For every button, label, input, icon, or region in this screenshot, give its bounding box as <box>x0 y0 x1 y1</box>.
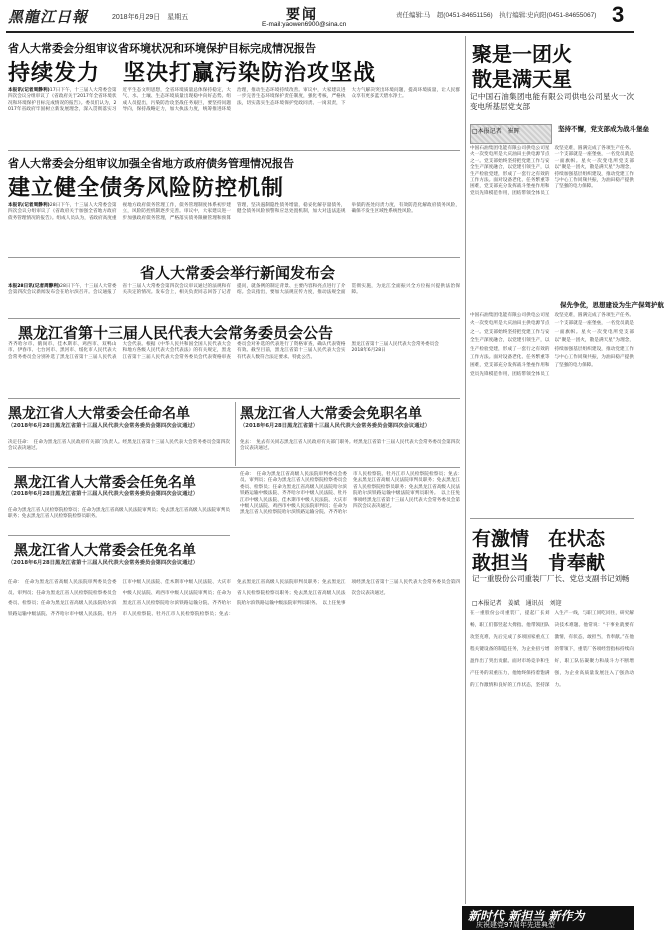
divider <box>8 150 460 151</box>
side1-body-b: 中国石油集团电能有限公司供电公司星火一次变电所是大庆油田主供电源节点之一。党支部始终坚持把党建工作与安全生产深度融合，以党建引领生产，以生产检验党建，形成了一套行之有效的工作方法。面对设备老化、任务繁重等困难，党支部充分发挥战斗堡垒作用和党员先锋模范作用，团结带领全体员工攻坚克难，圆满完成了各项生产任务。一个支部就是一座堡垒，一名党员就是一面旗帜。星火一次变电所党支部以“聚是一团火，散是满天星”为理念，持续加强基层组织建设，推动党建工作与中心工作同频共振，为油田稳产提供了坚强的电力保障。 <box>470 313 634 377</box>
list3-body-continued: 任命： 任命为黑龙江省高级人民法院审判委员会委员、审判员；任命为黑龙江省人民检察院检察委员会委员、检察员；任命为黑龙江省高级人民法院哈尔滨铁路运输中级法院、齐齐哈尔市中级人民法院、牡丹江市中级人民法院、佳木斯市中级人民法院、大庆市中级人民法院、鸡西市中级人民法院审判员；任命为黑龙江省人民检察院哈尔滨铁路运输分院、齐齐哈尔市人民检察院、牡丹江市人民检察院检察员；免去： 免去黑龙江省高级人民法院审判员职务；免去黑龙江省人民检察院检察员职务；免去黑龙江省高级人民法院哈尔滨铁路运输中级法院审判员职务。 以上任免事项经黑龙江省第十三届人民代表大会常务委员会第四次会议表决通过。 <box>240 472 465 516</box>
list2-body: 免去： 免去有关同志黑龙江省人民政府有关部门职务。经黑龙江省第十三届人民代表大会常务委员会第四次会议表决通过。 <box>240 440 460 452</box>
side1-kicker: □本报记者 崔晖 <box>472 128 520 135</box>
side2-kicker: □本报记者 姜斌 通讯员 刘迎 <box>472 600 562 607</box>
side2-body: 在一重股份公司重装厂，提起厂长刘畅，职工们都竖起大拇指。他带领团队攻坚克难，先后完成了多项国家重点工程关键设备的制造任务，为企业扭亏增盈作出了突出贡献。面对市场竞争和生产任务的双重压力，他始终保持着饱满的工作激情和良好的工作状态，坚持深入生产一线，与职工同吃同住，研究解决技术难题。他常说：“干事业就要有激情，有状态，敢担当，肯奉献。”在他的带领下，重装厂各项经营指标持续向好，职工队伍凝聚力和战斗力不断增强，为企业高质量发展注入了强劲动力。 <box>470 611 634 688</box>
divider <box>235 402 236 466</box>
side1-title-line1: 聚是一团火 <box>472 42 572 66</box>
article1-lead: 本报讯(记者周静利) <box>8 88 50 93</box>
list3-subtitle: （2018年6月28日黑龙江省第十三届人民代表大会常务委员会第四次会议通过） <box>8 491 199 497</box>
announcement-body <box>8 342 460 394</box>
divider <box>470 518 634 519</box>
article3-lead: 本报28日讯(记者周静利) <box>8 284 61 289</box>
banner-line2: 庆祝建党97周年先进典型 <box>476 921 555 929</box>
list4-title: 黑龙江省人大常委会任免名单 <box>14 543 196 559</box>
page-header <box>0 0 640 30</box>
announcement-date: 2018年6月28日 <box>351 348 386 354</box>
announcement-text: 齐齐哈尔市、鹤岗市、佳木斯市、鸡西市、双鸭山市、伊春市、七台河市、黑河市、绥化市人民代表大会常务委员会分别补选了黑龙江省第十三届人民代表大会代表。根据《中华人民共和国全国人民代表大会和地方各级人民代表大会代表法》的有关规定，黑龙江省第十三届人民代表大会常务委员会代表资格审查委员会对补选的代表进行了资格审查，确认代表资格有效。截至目前，黑龙江省第十三届人民代表大会实有代表人数符合法定要求。特此公告。 <box>8 342 346 360</box>
list1-subtitle: （2018年6月28日黑龙江省第十三届人民代表大会常务委员会第四次会议通过） <box>8 423 199 429</box>
article3-body <box>8 284 460 316</box>
list4-body: 任命： 任命为黑龙江省高级人民法院审判委员会委员、审判员；任命为黑龙江省人民检察院检察委员会委员、检察员；任命为黑龙江省高级人民法院哈尔滨铁路运输中级法院、齐齐哈尔市中级人民法院、牡丹江市中级人民法院、佳木斯市中级人民法院、大庆市中级人民法院、鸡西市中级人民法院审判员；任命为黑龙江省人民检察院哈尔滨铁路运输分院、齐齐哈尔市人民检察院、牡丹江市人民检察院检察员；免去： 免去黑龙江省高级人民法院审判员职务；免去黑龙江省人民检察院检察员职务；免去黑龙江省高级人民法院哈尔滨铁路运输中级法院审判员职务。 以上任免事项经黑龙江省第十三届人民代表大会常务委员会第四次会议表决通过。 <box>8 580 460 617</box>
side2-subtitle: 记一重股份公司重装厂厂长、党总支副书记刘畅 <box>472 574 630 583</box>
divider <box>8 398 460 399</box>
divider <box>8 467 460 468</box>
article3-text: 28日下午，十三届人大常委会第四次会议新闻发布会在哈尔滨召开。会议通报了省十三届人大常委会第四次会议审议通过的法规和有关决定的情况。发布会上，相关负责同志回答了记者提问，就条例的制定背景、主要内容和亮点进行了介绍。会议指出，要加大法规宣传力度，推动法规全面贯彻实施，为龙江全面振兴全方位振兴提供法治保障。 <box>8 284 460 296</box>
divider <box>8 257 460 258</box>
list4-subtitle: （2018年6月28日黑龙江省第十三届人民代表大会常务委员会第四次会议通过） <box>8 560 199 566</box>
article1-body <box>8 88 460 146</box>
list3-body: 任命为黑龙江省人民检察院检察员；任命为黑龙江省高级人民法院审判员；免去黑龙江省高级人民法院审判员职务；免去黑龙江省人民检察院检察员职务。 <box>8 508 230 520</box>
side2-title-line2: 敢担当 肯奉献 <box>472 552 606 574</box>
banner-line1: 新时代 新担当 新作为 <box>468 909 585 923</box>
special-banner <box>462 906 634 930</box>
article2-subtitle: 省人大常委会分组审议加强全省地方政府债务管理情况报告 <box>8 157 294 170</box>
list1-title: 黑龙江省人大常委会任命名单 <box>8 406 190 422</box>
header-rule <box>6 31 634 33</box>
side1-heading2: 保先争优，思想建设为生产保驾护航 <box>560 301 664 309</box>
announcement-signature: 黑龙江省第十三届人民代表大会常务委员会 <box>351 342 439 347</box>
side1-subtitle: 记中国石油集团电能有限公司供电公司星火一次变电所基层党支部 <box>470 92 634 111</box>
article3-title: 省人大常委会举行新闻发布会 <box>140 264 336 282</box>
editor-info: 责任编辑:马 超(0451-84651156) 执行编辑:史向阳(0451-84655067) <box>396 12 597 19</box>
article2-lead: 本报讯(记者周静利) <box>8 203 50 208</box>
list3-title: 黑龙江省人大常委会任免名单 <box>14 475 196 491</box>
side1-title-line2: 散是满天星 <box>472 67 572 91</box>
list2-subtitle: （2018年6月28日黑龙江省第十三届人民代表大会常务委员会第四次会议通过） <box>240 423 431 429</box>
divider <box>8 535 230 536</box>
article2-body <box>8 203 460 255</box>
section-email: E-mail:yaowen6900@sina.cn <box>262 21 347 28</box>
newspaper-logo: 黑龍江日報 <box>8 8 89 26</box>
article2-title: 建立健全债务风险防控机制 <box>8 176 285 201</box>
page-number: 3 <box>612 2 625 27</box>
article1-text: 17日下午，十三届人大常委会第四次会议分组审议了《省政府关于2017年全省环境状况和环境保护目标完成情况的报告》。委员们认为，2017年省政府牢固树立新发展理念，深入贯彻落实习近平生态文明思想，全省环境质量总体保持稳定，大气、水、土壤、生态环境质量出现稳中向好态势。组成人员提出，污染防治攻坚战任务艰巨，要坚持问题导向，保持战略定力，加大执法力度，统筹推进环境治理，推动生态环境持续改善。审议中，大家建议进一步完善生态环境保护责任制度，强化考核，严格执法，切实落实生态环境保护党政同责、一岗双责，下大力气解决突出环境问题，提高环境质量，让人民群众享有更多蓝天碧水净土。 <box>8 88 460 113</box>
list1-body: 决定任命： 任命为黑龙江省人民政府有关部门负责人。经黑龙江省第十三届人民代表大会常务委员会第四次会议表决通过。 <box>8 440 230 452</box>
side1-heading1: 坚持不懈，党支部成为战斗堡垒 <box>558 125 649 133</box>
article2-text: 28日下午，十三届人大常委会第四次会议分组审议了《省政府关于加强全省地方政府债务管理情况的报告》。组成人员认为，省政府高度重视地方政府债务管理工作，债务管理制度体系初步建立，风险防控机制逐步完善。审议中，大家建议进一步加强政府债务管理，严格落实债务限额管理和预算管理，坚决遏制隐性债务增量，稳妥化解存量债务，健全债务风险预警和应急处置机制，加大对违法违规举债的查处问责力度，有效防范化解政府债务风险，确保不发生区域性系统性风险。 <box>8 203 460 221</box>
column-divider <box>465 36 466 904</box>
side1-body-a: 中国石油集团电能有限公司供电公司星火一次变电所是大庆油田主供电源节点之一。党支部始终坚持把党建工作与安全生产深度融合，以党建引领生产，以生产检验党建，形成了一套行之有效的工作方法。面对设备老化、任务繁重等困难，党支部充分发挥战斗堡垒作用和党员先锋模范作用，团结带领全体员工攻坚克难，圆满完成了各项生产任务。一个支部就是一座堡垒，一名党员就是一面旗帜。星火一次变电所党支部以“聚是一团火，散是满天星”为理念，持续加强基层组织建设，推动党建工作与中心工作同频共振，为油田稳产提供了坚强的电力保障。 <box>470 146 634 196</box>
side2-title-line1: 有激情 在状态 <box>472 528 606 550</box>
article1-title: 持续发力 坚决打赢污染防治攻坚战 <box>8 61 377 86</box>
section-title: 要闻 <box>286 7 318 23</box>
divider <box>8 318 460 319</box>
issue-date: 2018年6月29日 星期五 <box>112 14 189 21</box>
list2-title: 黑龙江省人大常委会免职名单 <box>240 406 422 422</box>
article1-subtitle: 省人大常委会分组审议省环境状况和环境保护目标完成情况报告 <box>8 42 316 55</box>
announcement-title: 黑龙江省第十三届人民代表大会常务委员会公告 <box>18 324 334 342</box>
